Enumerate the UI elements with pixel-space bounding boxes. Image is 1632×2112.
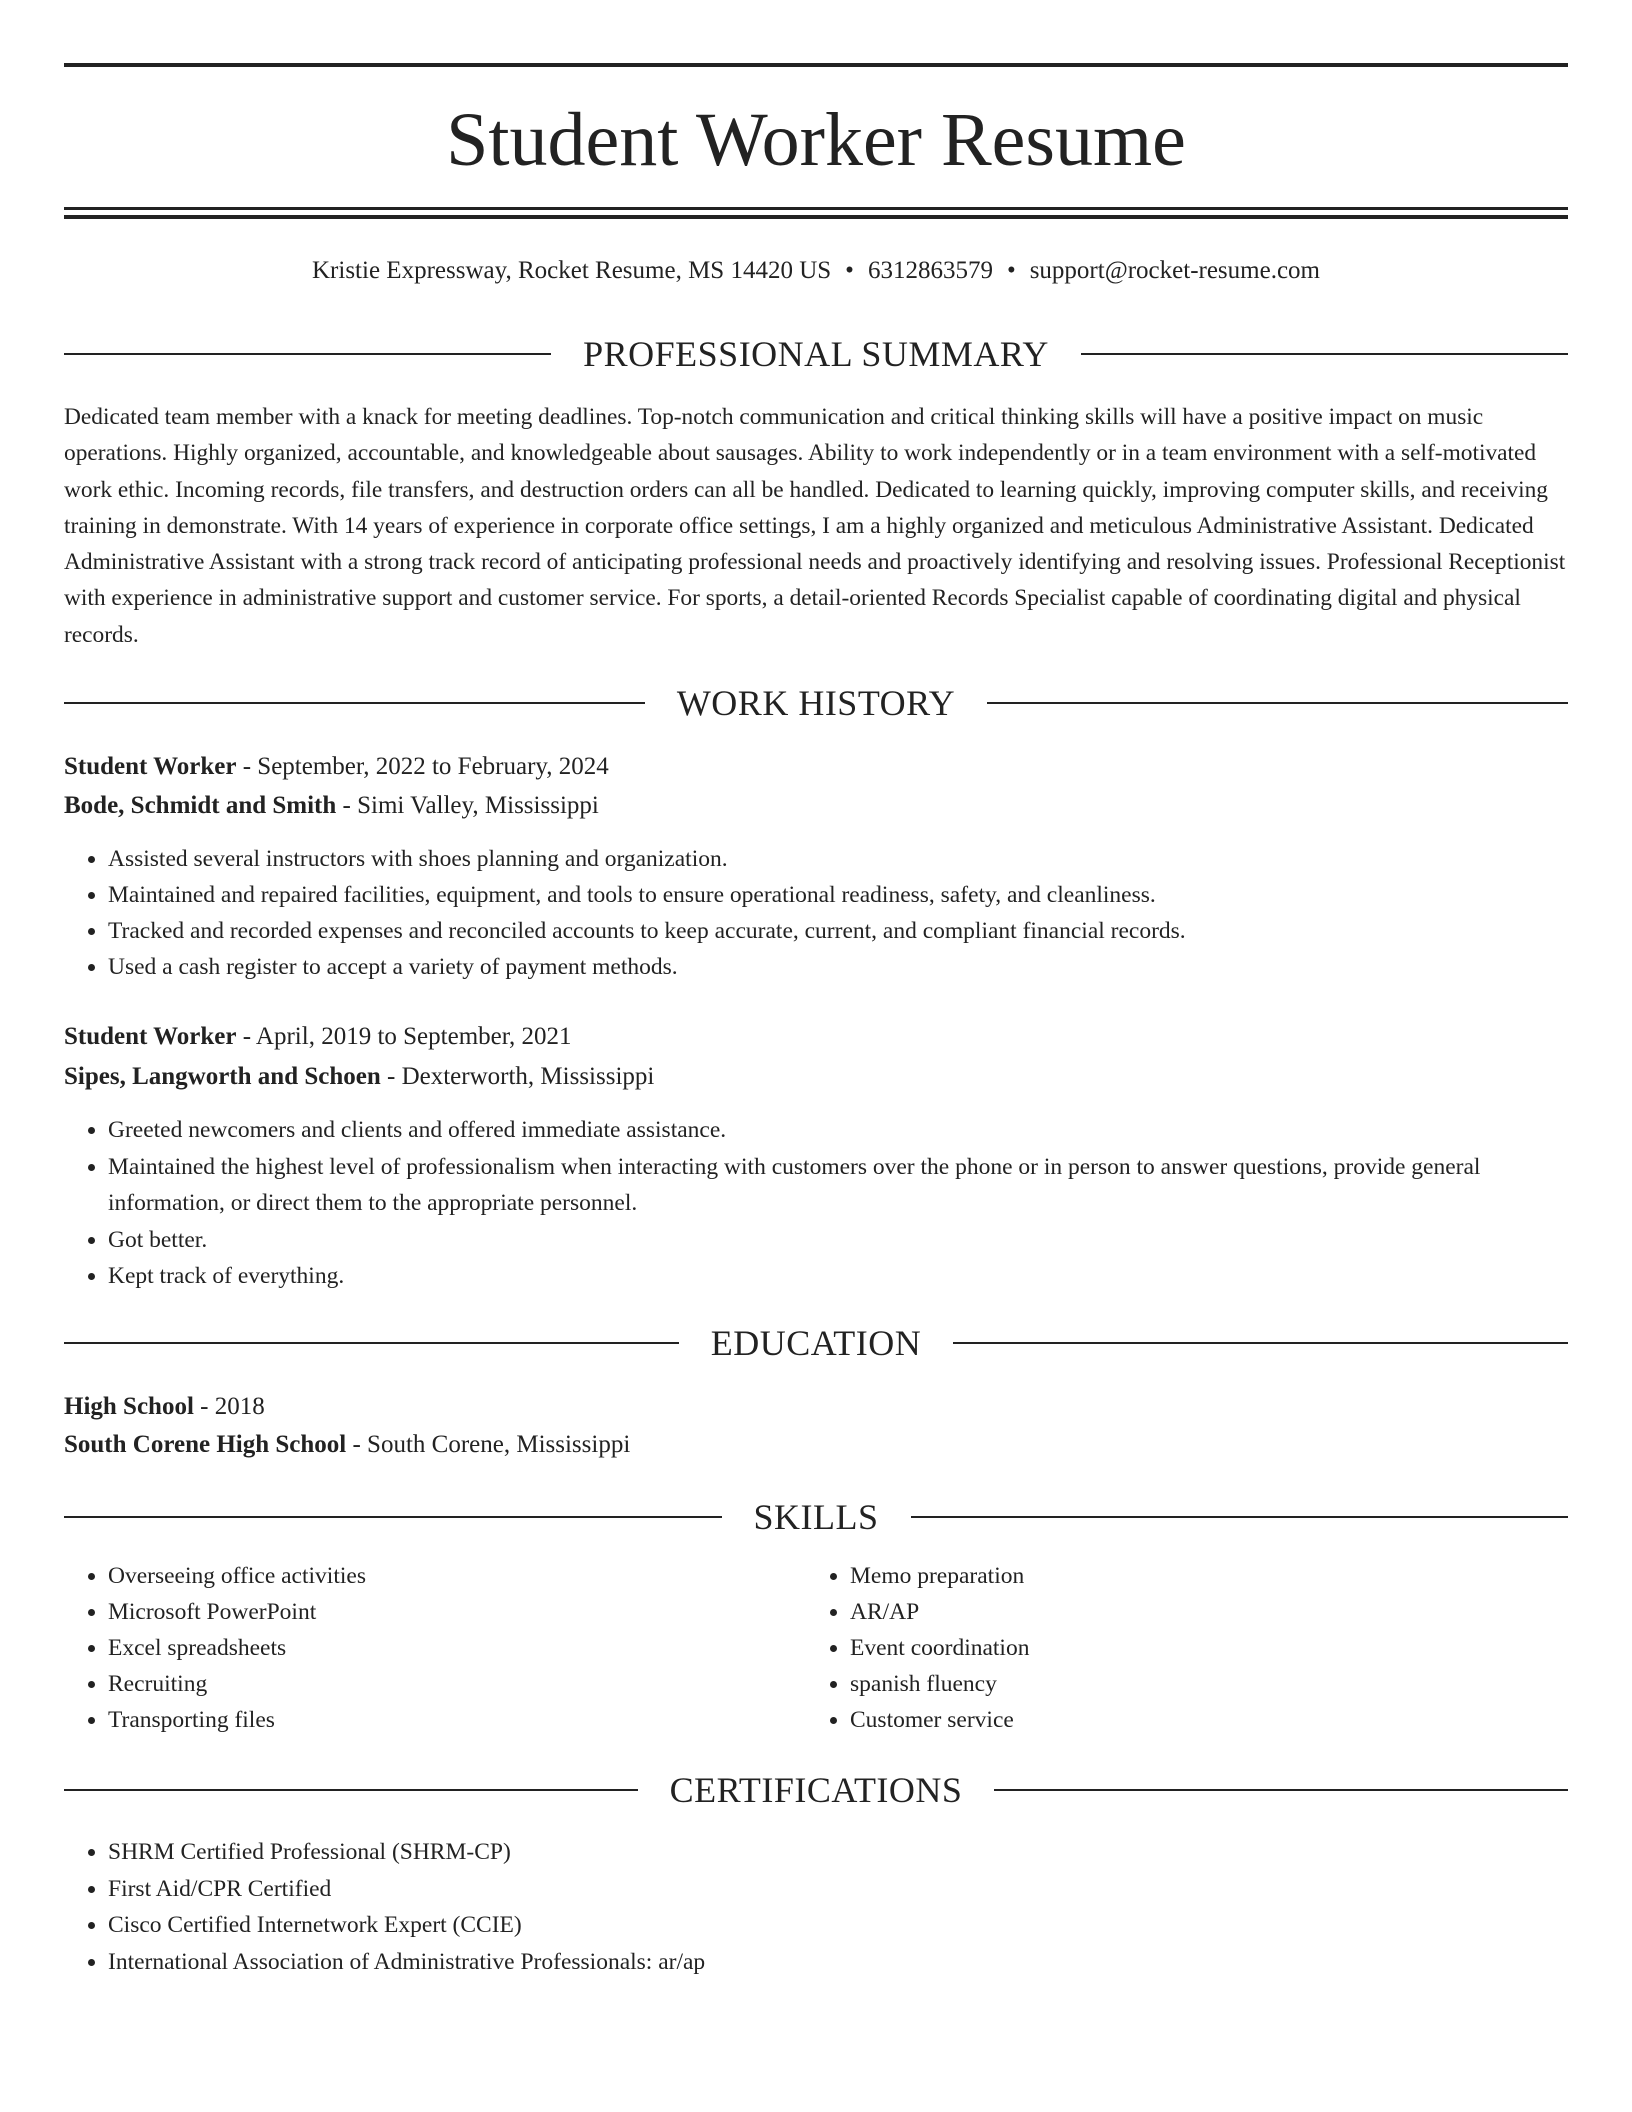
job-dates: - September, 2022 to February, 2024 <box>236 753 609 780</box>
education-school-line <box>64 1427 1568 1463</box>
contact-line <box>64 254 1568 288</box>
header-top-rule <box>64 63 1568 67</box>
divider <box>64 702 645 704</box>
section-title: EDUCATION <box>710 1323 922 1363</box>
list-item: • Memo preparation <box>850 1558 1550 1594</box>
list-item: • Got better. <box>108 1222 1568 1259</box>
section-heading-certifications <box>64 1770 1568 1810</box>
list-item: • Used a cash register to accept a variety of payment methods. <box>108 949 1568 985</box>
skills-column-1 <box>64 1558 808 1738</box>
job-title: Student Worker <box>64 753 237 780</box>
education-degree-line <box>64 1389 1568 1425</box>
job-company-line <box>64 788 1568 824</box>
list-item: • AR/AP <box>850 1594 1550 1630</box>
divider <box>64 1516 722 1518</box>
list-item: • Recruiting <box>108 1666 808 1702</box>
education-location: - South Corene, Mississippi <box>346 1431 631 1458</box>
job-title: Student Worker <box>64 1023 237 1050</box>
job-title-line <box>64 749 1568 785</box>
section-heading-education <box>64 1323 1568 1363</box>
list-item: • Tracked and recorded expenses and reconciled accounts to keep accurate, current, and compliant financial records. <box>108 913 1568 949</box>
job-dates: - April, 2019 to September, 2021 <box>236 1023 572 1050</box>
divider <box>1081 353 1568 355</box>
list-item: • spanish fluency <box>850 1666 1550 1702</box>
list-item: • Transporting files <box>108 1702 808 1738</box>
divider <box>64 1342 679 1344</box>
list-item: • Cisco Certified Internetwork Expert (CCIE) <box>108 1907 1568 1944</box>
list-item: • SHRM Certified Professional (SHRM-CP) <box>108 1834 1568 1871</box>
job-company-line <box>64 1059 1568 1095</box>
list-item: • Customer service <box>850 1702 1550 1738</box>
list-item: • Kept track of everything. <box>108 1258 1568 1295</box>
education-school: South Corene High School <box>64 1431 347 1458</box>
certifications-list <box>64 1834 1568 1980</box>
header-double-rule-top <box>64 207 1568 210</box>
divider <box>987 702 1568 704</box>
section-title: CERTIFICATIONS <box>669 1770 963 1810</box>
contact-phone: 6312863579 <box>867 257 993 284</box>
contact-separator: • <box>1006 257 1016 284</box>
list-item: • International Association of Administrative Professionals: ar/ap <box>108 1944 1568 1981</box>
divider <box>994 1789 1568 1791</box>
contact-separator: • <box>845 257 854 284</box>
job-title-line <box>64 1019 1568 1055</box>
education-year: - 2018 <box>193 1393 265 1420</box>
section-title: SKILLS <box>753 1497 879 1537</box>
list-item: • First Aid/CPR Certified <box>108 1871 1568 1908</box>
list-item: • Event coordination <box>850 1630 1550 1666</box>
contact-address: Kristie Expressway, Rocket Resume, MS 14420 US <box>312 257 832 284</box>
section-heading-summary <box>64 334 1568 374</box>
contact-email: support@rocket-resume.com <box>1029 257 1320 284</box>
header-double-rule-bottom <box>64 215 1568 219</box>
divider <box>911 1516 1569 1518</box>
section-heading-work-history <box>64 683 1568 723</box>
job-bullets <box>64 1112 1568 1295</box>
job-company: Sipes, Langworth and Schoen <box>64 1063 381 1090</box>
section-heading-skills <box>64 1497 1568 1537</box>
list-item: • Microsoft PowerPoint <box>108 1594 808 1630</box>
section-title: PROFESSIONAL SUMMARY <box>583 334 1049 374</box>
list-item: • Greeted newcomers and clients and offered immediate assistance. <box>108 1112 1568 1149</box>
divider <box>953 1342 1568 1344</box>
job-bullets <box>64 841 1568 985</box>
section-title: WORK HISTORY <box>676 683 956 723</box>
job-company: Bode, Schmidt and Smith <box>64 792 337 819</box>
summary-paragraph: Dedicated team member with a knack for meeting deadlines. Top-notch communication and critical thinking skills will have a positive impact on music operations. Highly organized, accountable, and knowledgeable about sausages. Ability to work independently or in a team environment with a self-motivated work ethic. Incoming records, file transfers, and destruction orders can all be handled. Dedicated to learning quickly, improving computer skills, and receiving training in demonstrate. With 14 years of experience in corporate office settings, I am a highly organized and meticulous Administrative Assistant. Dedicated Administrative Assistant with a strong track record of anticipating professional needs and proactively identifying and resolving issues. Professional Receptionist with experience in administrative support and customer service. For sports, a detail-oriented Records Specialist capable of coordinating digital and physical records. <box>64 404 1566 648</box>
skills-column-2 <box>806 1558 1550 1738</box>
education-degree: High School <box>64 1393 194 1420</box>
list-item: • Assisted several instructors with shoes planning and organization. <box>108 841 1568 877</box>
list-item: • Excel spreadsheets <box>108 1630 808 1666</box>
list-item: • Overseeing office activities <box>108 1558 808 1594</box>
list-item: • Maintained the highest level of professionalism when interacting with customers over the phone or in person to answer questions, provide general information, or direct them to the appropriate personnel. <box>108 1149 1568 1222</box>
divider <box>64 353 551 355</box>
list-item: • Maintained and repaired facilities, equipment, and tools to ensure operational readiness, safety, and cleanliness. <box>108 877 1568 913</box>
job-location: - Simi Valley, Mississippi <box>336 792 599 819</box>
page-title: Student Worker Resume <box>446 98 1186 182</box>
job-location: - Dexterworth, Mississippi <box>380 1063 655 1090</box>
divider <box>64 1789 638 1791</box>
